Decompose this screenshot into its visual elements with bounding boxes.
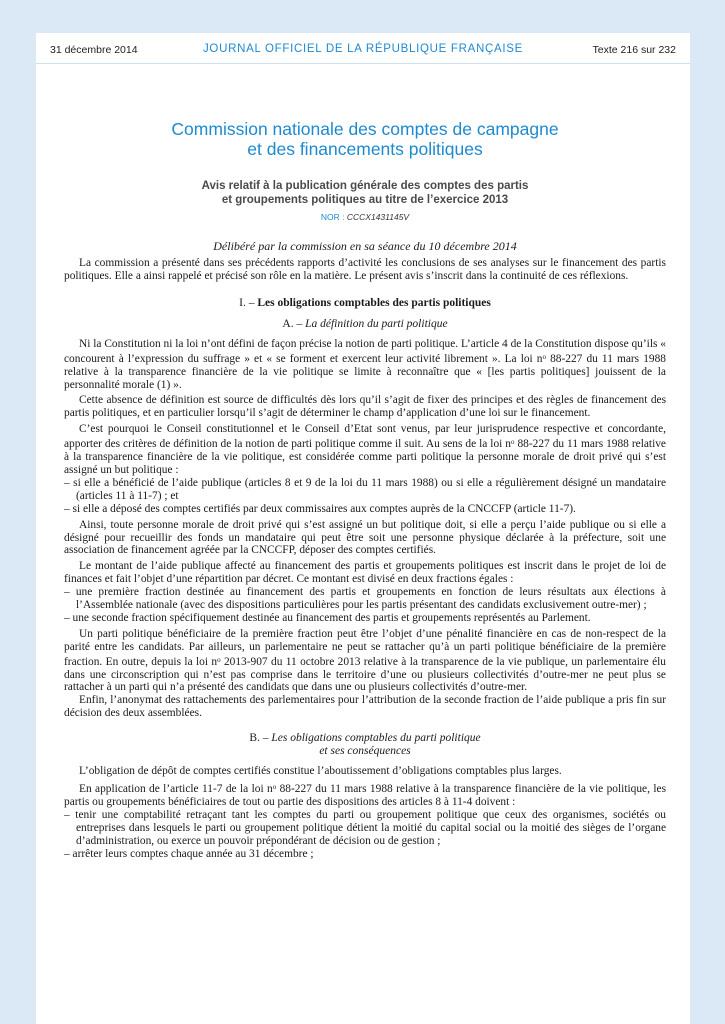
- paragraph-a6-part1: Un parti politique bénéficiaire de la première fraction peut être l’objet d’une pénalité financière en cas de non-respect de la parité entre les candidats. Par ailleurs, un parlementaire ne peut se rattacher qu’à un parti politique bénéficiaire de la première fraction. En outre, depuis la loi n: [64, 627, 666, 668]
- nor-label: NOR :: [320, 212, 347, 222]
- header-date: 31 décembre 2014: [50, 44, 138, 56]
- paragraph-a6: [64, 628, 666, 695]
- list-a1: [64, 477, 666, 516]
- list-item: – arrêter leurs comptes chaque année au 31 décembre ;: [64, 847, 314, 860]
- list-item: – tenir une comptabilité retraçant tant les comptes du parti ou groupement politique que ceux des organismes, sociétés ou entreprises dans lesquels le parti ou groupement politique détient la moitié du capital social ou la moitié des sièges de l’organe d’administration, ou exerce un pouvoir prépondérant de décision ou de gestion ;: [64, 808, 666, 847]
- section-1-prefix: I. –: [239, 296, 258, 309]
- header-page-number: Texte 216 sur 232: [592, 44, 676, 56]
- nor-code: CCCX1431145V: [346, 212, 410, 222]
- header-rule: [36, 63, 690, 64]
- list-item: – une seconde fraction spécifiquement destinée au financement des partis et groupements représentés au Parlement.: [64, 611, 591, 624]
- paragraph-a1: [64, 338, 666, 392]
- list-b: [64, 809, 666, 861]
- list-a2: [64, 586, 666, 625]
- intro-paragraph: La commission a présenté dans ses précédents rapports d’activité les conclusions de ses analyses sur le financement des partis politiques. Elle a ainsi rappelé et précisé son rôle en la matière. Le présent avis s’inscrit dans la continuité de ces réflexions.: [64, 257, 666, 282]
- list-item: – une première fraction destinée au financement des partis et groupements en fonction de leurs résultats aux élections à l’Assemblée nationale (avec des dispositions particulières pour les partis présentant des candidats exclusivement outre-mer) ;: [64, 586, 666, 612]
- list-item: – si elle a déposé des comptes certifiés par deux commissaires aux comptes auprès de la CNCCFP (article 11-7).: [64, 502, 576, 515]
- paragraph-a1-part2: 88-227 du 11 mars 1988 relative à la transparence financière de la vie politique se limite à reconnaître que « [les partis politiques] jouissent de la personnalité morale (1) ».: [64, 352, 666, 391]
- paragraph-a7: Enfin, l’anonymat des rattachements des parlementaires pour l’attribution de la seconde fraction de l’aide publique a pris fin sur décision des deux assemblées.: [64, 694, 666, 720]
- subsection-b-heading: [64, 732, 666, 758]
- avis-title-line1: Avis relatif à la publication générale des comptes des partis: [201, 180, 529, 192]
- nor-reference: [64, 212, 666, 222]
- paragraph-b2: [64, 781, 666, 809]
- list-item: – si elle a bénéficié de l’aide publique (articles 8 et 9 de la loi du 11 mars 1988) ou si elle a régulièrement désigné un mandataire (articles 11 à 11-7) ; et: [64, 476, 666, 502]
- paragraph-a6-sup: o: [217, 655, 221, 664]
- header-journal-title: JOURNAL OFFICIEL DE LA RÉPUBLIQUE FRANÇAISE: [202, 43, 523, 55]
- paragraph-a3-part1: C’est pourquoi le Conseil constitutionnel et le Conseil d’Etat sont venus, par leur jurisprudence respective et concordante, apporter des critères de définition de la notion de parti politique comme il suit. Au sens de la loi n: [64, 423, 666, 451]
- paragraph-a3-part2: 88-227 du 11 mars 1988 relative à la transparence financière de la vie politique, est considérée comme parti politique la personne morale de droit privé qui s’est assigné un but politique :: [64, 438, 666, 476]
- section-1-title: Les obligations comptables des partis politiques: [257, 296, 491, 309]
- paragraph-b2-sup: o: [272, 783, 277, 792]
- document-page: [36, 33, 690, 1024]
- subsection-b-line2: [64, 745, 666, 758]
- paragraph-a5: Le montant de l’aide publique affecté au financement des partis et groupements politiques est inscrit dans le projet de loi de finances et fait l’objet d’une répartition par décret. Ce montant est divisé en deux fractions égales :: [64, 560, 666, 586]
- organization-title: [64, 119, 666, 159]
- paragraph-a1-sup: o: [542, 352, 546, 361]
- avis-title: [64, 179, 666, 207]
- deliberation-date: Délibéré par la commission en sa séance du 10 décembre 2014: [213, 239, 517, 253]
- paragraph-a3: [64, 423, 666, 477]
- paragraph-b2-part1: En application de l’article 11-7 de la loi n: [79, 783, 273, 796]
- organization-title-line2: et des financements politiques: [247, 139, 483, 159]
- paragraph-b1: L’obligation de dépôt de comptes certifiés constitue l’aboutissement d’obligations comptables plus larges.: [79, 765, 562, 778]
- avis-title-line2: et groupements politiques au titre de l’exercice 2013: [221, 194, 509, 206]
- paragraph-a6-part2: 2013-907 du 11 octobre 2013 relative à la transparence de la vie publique, un parlementaire élu dans une circonscription qui n’est pas comprise dans le territoire d’une ou plusieurs collectivités d’outre-mer ne peut plus se rattacher à un parti qui n’a présenté des candidats que dans une ou plusieurs collectivités d’outre-mer.: [64, 655, 666, 694]
- paragraph-a1-part1: Ni la Constitution ni la loi n’ont défini de façon précise la notion de parti politique. L’article 4 de la Constitution dispose qu’ils « concourent à l’expression du suffrage » et « se forment et exercent leur activité librement ». La loi n: [64, 337, 666, 365]
- paragraph-a3-sup: o: [511, 438, 515, 447]
- section-1-heading: [64, 297, 666, 310]
- paragraph-a4: Ainsi, toute personne morale de droit privé qui s’est assigné un but politique doit, si elle a perçu l’aide publique ou si elle a désigné pour recueillir des fonds un mandataire qui peut être soit une personne physique déclarée à la préfecture, soit une association de financement agréée par la CNCCFP, déposer des comptes certifiés.: [64, 518, 666, 557]
- subsection-a-heading: [64, 318, 666, 331]
- subsection-b-line1: [64, 732, 666, 745]
- organization-title-line1: Commission nationale des comptes de campagne: [171, 119, 559, 139]
- paragraph-a2: Cette absence de définition est source de difficultés dès lors qu’il s’agit de fixer des principes et des règles de financement des partis politiques, et en particulier lorsqu’il s’agit de déterminer le champ d’application d’une loi sur le financement.: [64, 394, 666, 420]
- subsection-b-title1: Les obligations comptables du parti politique: [271, 732, 481, 745]
- subsection-b-prefix: B. –: [249, 732, 272, 745]
- page-header: [36, 33, 690, 63]
- subsection-a-title: La définition du parti politique: [305, 317, 448, 330]
- document-body: [64, 119, 666, 861]
- subsection-a-prefix: A. –: [282, 317, 306, 330]
- paragraph-b2-part2: 88-227 du 11 mars 1988 relative à la transparence financière de la vie politique, les partis ou groupements bénéficiaires de tout ou partie des dispositions des articles 8 à 11-4 doivent :: [64, 783, 666, 808]
- subsection-b-title2: et ses conséquences: [319, 745, 411, 758]
